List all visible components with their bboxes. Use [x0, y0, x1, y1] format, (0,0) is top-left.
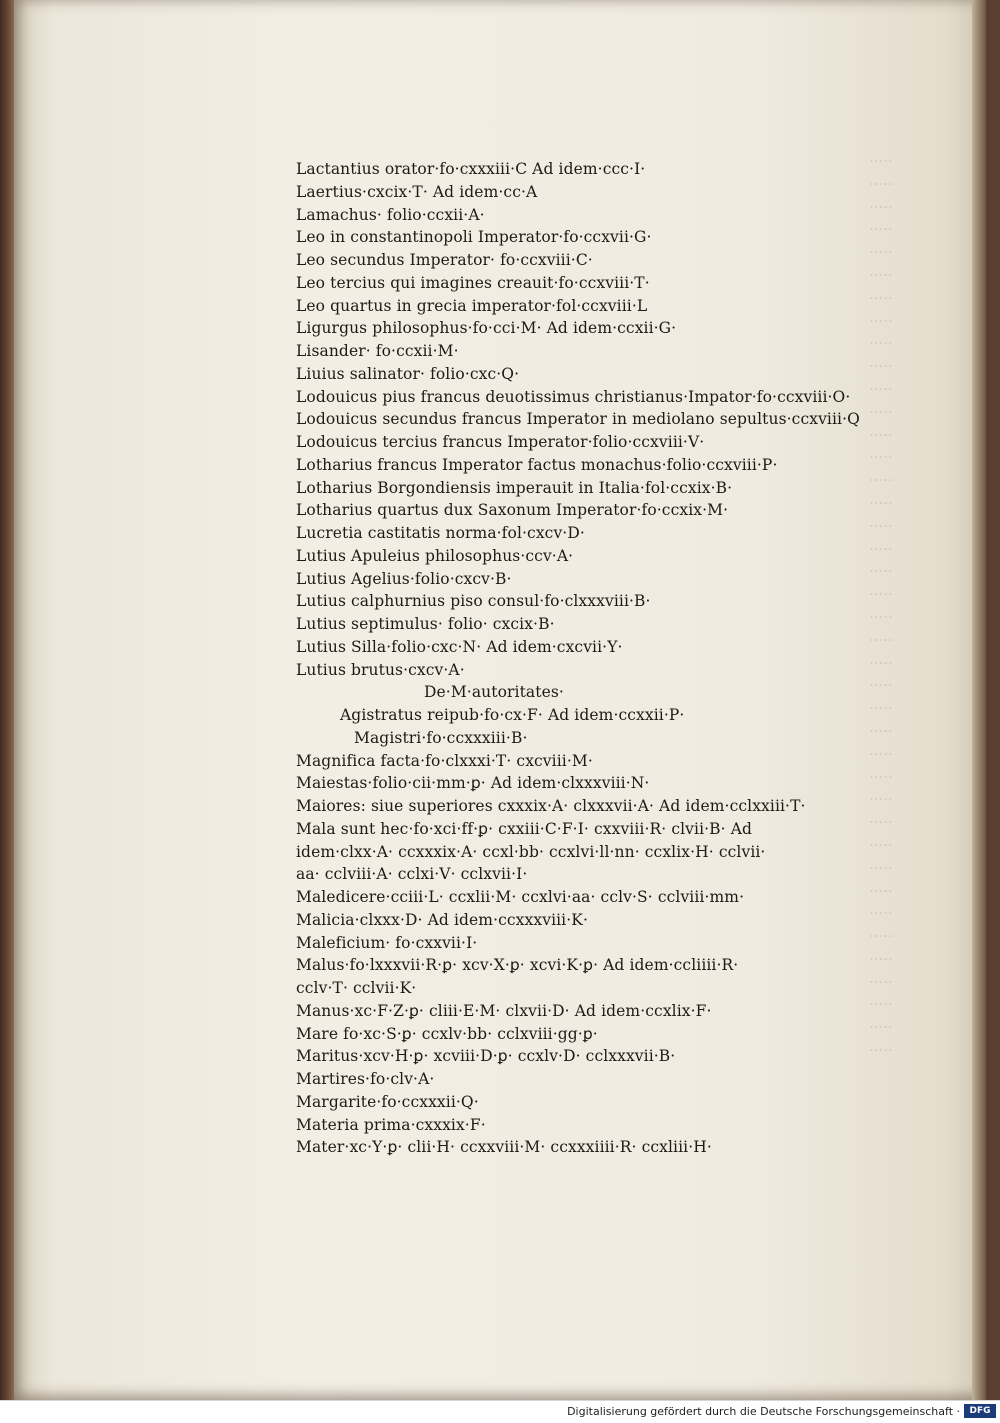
index-entry: idem·clxx·A· ccxxxix·A· ccxl·bb· ccxlvi·ll·nn· ccxlix·H· cclvii· — [296, 842, 766, 861]
index-entry: Malus·fo·lxxxvii·R·ꝑ· xcv·X·ꝑ· xcvi·K·ꝑ· Ad idem·ccliiii·R· — [296, 956, 739, 975]
index-entry: Lodouicus pius francus deuotissimus christianus·Impator·fo·ccxviii·O· — [296, 387, 851, 406]
index-entry: Maleficium· fo·cxxvii·I· — [296, 933, 478, 952]
index-entry: Leo in constantinopoli Imperator·fo·ccxvii·G· — [296, 228, 652, 247]
index-entry: Lactantius orator·fo·cxxxiii·C Ad idem·ccc·I· — [296, 160, 646, 178]
index-entry: Lodouicus secundus francus Imperator in mediolano sepultus·ccxviii·Q — [296, 410, 860, 429]
bleed-through-text: ····· ····· ····· ····· ····· ····· ····· ····· ····· ····· ····· ····· ····· ····· ····· ····· ····· ····· ····· ····· ····· ····· ····· ····· ····· ····· ····· ····· ····· ····· ····· ····· ····· ····· ····· ····· ····· ····· ····· ····· — [869, 152, 893, 1060]
index-entry: cclv·T· cclvii·K· — [296, 979, 417, 997]
index-entry: Maledicere·cciii·L· ccxlii·M· ccxlvi·aa· cclv·S· cclviii·mm· — [296, 888, 745, 906]
index-entry: Lotharius quartus dux Saxonum Imperator·fo·ccxix·M· — [296, 501, 729, 520]
index-entry: Lutius Apuleius philosophus·ccv·A· — [296, 546, 574, 565]
index-entry: Laertius·cxcix·T· Ad idem·cc·A — [296, 182, 538, 201]
index-entry: Leo quartus in grecia imperator·fol·ccxviii·L — [296, 296, 648, 315]
page-right-edge — [972, 0, 986, 1400]
index-entry: Maiestas·folio·cii·mm·ꝑ· Ad idem·clxxxviii·N· — [296, 774, 650, 793]
index-entry: Mala sunt hec·fo·xci·ff·ꝑ· cxxiii·C·F·I· cxxviii·R· clvii·B· Ad — [296, 819, 753, 838]
index-entry: Magnifica facta·fo·clxxxi·T· cxcviii·M· — [296, 751, 593, 770]
dfg-logo: DFG — [964, 1404, 996, 1418]
index-entry: Maiores: siue superiores cxxxix·A· clxxxvii·A· Ad idem·cclxxiii·T· — [296, 797, 806, 815]
index-entry: Liuius salinator· folio·cxc·Q· — [296, 364, 520, 383]
index-entry: Margarite·fo·ccxxxii·Q· — [296, 1092, 479, 1111]
index-entry: Lotharius Borgondiensis imperauit in Italia·fol·ccxix·B· — [296, 478, 733, 497]
index-entry: Mater·xc·Y·ꝑ· clii·H· ccxxviii·M· ccxxxiiii·R· ccxliii·H· — [296, 1138, 712, 1157]
index-entry: Leo tercius qui imagines creauit·fo·ccxviii·T· — [296, 273, 650, 292]
index-entry: Malicia·clxxx·D· Ad idem·ccxxxviii·K· — [296, 910, 588, 929]
index-entry: Martires·fo·clv·A· — [296, 1070, 435, 1088]
book-binding-edge — [0, 0, 14, 1422]
index-entry: Agistratus reipub·fo·cx·F· Ad idem·ccxxii·P· — [340, 706, 685, 724]
index-entry: Ligurgus philosophus·fo·cci·M· Ad idem·ccxii·G· — [296, 319, 677, 338]
index-entry: Lodouicus tercius francus Imperator·folio·ccxviii·V· — [296, 433, 705, 451]
index-entry: Lisander· fo·ccxii·M· — [296, 342, 459, 360]
index-entry: Lutius Agelius·folio·cxcv·B· — [296, 569, 512, 588]
index-entry: aa· cclviii·A· cclxi·V· cclxvii·I· — [296, 865, 528, 884]
index-entry: Manus·xc·F·Z·ꝑ· cliii·E·M· clxvii·D· Ad idem·ccxlix·F· — [296, 1001, 712, 1020]
index-entry: Mare fo·xc·S·ꝑ· ccxlv·bb· cclxviii·gg·ꝑ· — [296, 1024, 598, 1043]
index-text-block — [296, 158, 896, 1159]
footer-funding-text: Digitalisierung gefördert durch die Deutsche Forschungsgemeinschaft · — [567, 1405, 960, 1418]
index-entry: Lotharius francus Imperator factus monachus·folio·ccxviii·P· — [296, 455, 778, 474]
index-entry: Leo secundus Imperator· fo·ccxviii·C· — [296, 251, 593, 269]
footer-bar — [0, 1400, 1000, 1423]
index-entry: Maritus·xcv·H·ꝑ· xcviii·D·ꝑ· ccxlv·D· cclxxxvii·B· — [296, 1047, 676, 1066]
index-entry: Lucretia castitatis norma·fol·cxcv·D· — [296, 524, 585, 542]
index-entry: Lamachus· folio·ccxii·A· — [296, 205, 485, 224]
index-entry: Lutius brutus·cxcv·A· — [296, 660, 465, 679]
index-entry: Materia prima·cxxxix·F· — [296, 1115, 486, 1134]
index-entry: Magistri·fo·ccxxxiii·B· — [354, 728, 528, 747]
section-heading: De·M·autoritates· — [424, 683, 564, 702]
index-entry: Lutius calphurnius piso consul·fo·clxxxviii·B· — [296, 592, 651, 611]
index-entry: Lutius septimulus· folio· cxcix·B· — [296, 615, 555, 633]
index-entry: Lutius Silla·folio·cxc·N· Ad idem·cxcvii·Y· — [296, 637, 623, 656]
